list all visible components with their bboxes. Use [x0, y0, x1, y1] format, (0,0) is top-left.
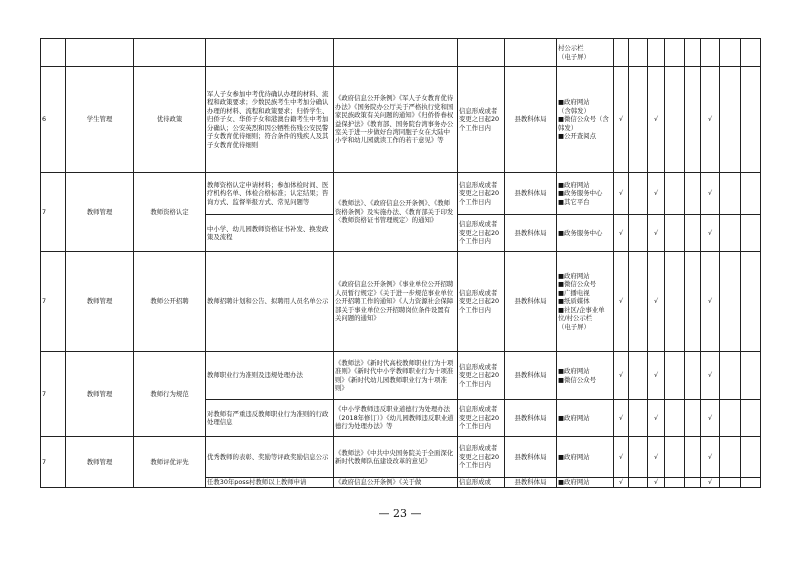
- table-row: [41, 67, 761, 173]
- channel-cell: [557, 215, 614, 252]
- content-cell: 中小学、幼儿园教师资格证书补发、换发政策及流程: [206, 215, 334, 252]
- check-cell: [629, 437, 648, 478]
- channel-cell: [557, 39, 614, 67]
- check-cell: [629, 252, 648, 352]
- channel-item: 村公示栏: [558, 44, 584, 53]
- channel-cell: [557, 437, 614, 478]
- basis-cell: 《政府信息公开条例》《事业单位公开招聘人员暂行规定》《关于进一步规范事业单位公开招聘工作的通知》《人力资源社会保障部关于事业单位公开招聘岗位条件设置有关问题的通知》: [334, 252, 458, 352]
- check-cell: [629, 352, 648, 400]
- row-number: 7: [41, 252, 66, 352]
- time-cell: 信息形成或者变更之日起20个工作日内: [458, 400, 505, 437]
- page-number: — 23 —: [378, 507, 422, 520]
- check-cell: [741, 39, 761, 67]
- channel-cell: [557, 173, 614, 215]
- check-cell: [741, 437, 761, 478]
- check-cell: [665, 39, 685, 67]
- check-cell: [629, 215, 648, 252]
- subject-cell: 县教科体局: [505, 352, 557, 400]
- table-row: [41, 252, 761, 352]
- check-cell: [685, 252, 701, 352]
- channel-item: ■微信公众号: [558, 375, 596, 384]
- check-cell: √: [648, 215, 665, 252]
- basis-cell: 《教师法》《中共中央国务院关于全面深化新时代教师队伍建设改革的意见》: [334, 437, 458, 478]
- row-number: 7: [41, 173, 66, 252]
- row-number: [41, 39, 66, 67]
- time-cell: 信息形成或者变更之日起20个工作日内: [458, 252, 505, 352]
- check-cell: [720, 252, 741, 352]
- channel-item: ■政府网站: [558, 478, 590, 487]
- content-cell: 优秀教师的表彰、奖励等评政奖励信息公示: [206, 437, 334, 478]
- channel-cell: [557, 67, 614, 173]
- basis-cell: [334, 39, 458, 67]
- subject-cell: [505, 39, 557, 67]
- channel-item: ■公开查阅点: [558, 132, 596, 141]
- category-cell: [66, 39, 134, 67]
- basis-cell: 《政府信息公开条例》《军人子女教育优待办法》《国务院办公厅关于严格执行党和国家民族政策有关问题的通知》《归侨侨眷权益保护法》《教育部、国务院台湾事务办公室关于进一步做好台湾同胞子女在大陆中小学和幼儿园就读工作的若干意见》等: [334, 67, 458, 173]
- item-cell: 教师公开招聘: [134, 252, 206, 352]
- check-cell: [741, 478, 761, 488]
- check-cell: [665, 215, 685, 252]
- subject-cell: 县教科体局: [505, 215, 557, 252]
- row-number: 7: [41, 437, 66, 488]
- time-cell: 信息形成或者变更之日起20个工作日内: [458, 437, 505, 478]
- check-cell: √: [701, 400, 720, 437]
- check-cell: [665, 252, 685, 352]
- table-row: [41, 437, 761, 478]
- time-cell: 信息形成或者变更之日起20个工作日内: [458, 67, 505, 173]
- check-cell: √: [614, 67, 629, 173]
- channel-cell: [557, 352, 614, 400]
- channel-item: ■微信公众号（含韩发）: [558, 115, 609, 132]
- subject-cell: 县教科体局: [505, 437, 557, 478]
- check-cell: [741, 252, 761, 352]
- check-cell: [648, 39, 665, 67]
- check-cell: [629, 39, 648, 67]
- check-cell: √: [614, 173, 629, 215]
- check-cell: [665, 400, 685, 437]
- check-cell: √: [701, 352, 720, 400]
- check-cell: √: [614, 352, 629, 400]
- basis-cell: 《中小学教师违反职业道德行为处理办法（2018年修订）》《幼儿园教师违反职业道德行为处理办法》等: [334, 400, 458, 437]
- channel-item: ■政府网站: [558, 98, 590, 107]
- item-cell: 优待政策: [134, 67, 206, 173]
- check-cell: [629, 400, 648, 437]
- channel-item: ■政府网站: [558, 180, 590, 189]
- category-cell: 教师管理: [66, 252, 134, 352]
- check-cell: [685, 352, 701, 400]
- channel-item: ■政府网站: [558, 367, 590, 376]
- item-cell: 教师行为规范: [134, 352, 206, 437]
- category-cell: 教师管理: [66, 173, 134, 252]
- check-cell: [685, 215, 701, 252]
- basis-cell: 《教师法》《新时代高校教师职业行为十项准则》《新时代中小学教师职业行为十项准则》《新时代幼儿园教师职业行为十项准则》: [334, 352, 458, 400]
- check-cell: √: [701, 173, 720, 215]
- check-cell: [685, 437, 701, 478]
- content-cell: 任教30年poss村教师以上教师申请: [206, 478, 334, 488]
- check-cell: [720, 478, 741, 488]
- channel-cell: [557, 400, 614, 437]
- check-cell: [741, 173, 761, 215]
- check-cell: [685, 173, 701, 215]
- subject-cell: 县教科体局: [505, 400, 557, 437]
- category-cell: 教师管理: [66, 437, 134, 488]
- check-cell: [720, 400, 741, 437]
- content-cell: [206, 39, 334, 67]
- category-cell: 教师管理: [66, 352, 134, 437]
- check-cell: [720, 215, 741, 252]
- channel-item: ■政务服务中心: [558, 228, 603, 237]
- table-row: [41, 173, 761, 215]
- content-cell: 教师资格认定申请材料；参加体检时间、医疗机构名单、体检合格标准；认定结果；咨询方式、监督举报方式、常见问题等: [206, 173, 334, 215]
- check-cell: [665, 352, 685, 400]
- item-cell: [134, 39, 206, 67]
- check-cell: √: [701, 252, 720, 352]
- table-row: [41, 39, 761, 67]
- check-cell: √: [648, 437, 665, 478]
- channel-item: ■政府网站: [558, 452, 590, 461]
- check-cell: [629, 67, 648, 173]
- check-cell: √: [648, 252, 665, 352]
- channel-item: （电子屏）: [558, 322, 590, 331]
- check-cell: √: [614, 437, 629, 478]
- check-cell: [720, 173, 741, 215]
- content-cell: 教师招聘计划和公告、拟聘用人员名单公示: [206, 252, 334, 352]
- check-cell: √: [614, 252, 629, 352]
- check-cell: [685, 67, 701, 173]
- check-cell: [720, 352, 741, 400]
- check-cell: √: [614, 215, 629, 252]
- row-number: 7: [41, 352, 66, 437]
- subject-cell: 县教科体局: [505, 478, 557, 488]
- channel-item: ■微信公众号: [558, 280, 596, 289]
- time-cell: 信息形成或者变更之日起20个工作日内: [458, 173, 505, 215]
- check-cell: [665, 437, 685, 478]
- table-row: [41, 352, 761, 400]
- channel-item: ■社区/企事业单位/村公示栏: [558, 305, 605, 323]
- check-cell: [614, 39, 629, 67]
- check-cell: [720, 67, 741, 173]
- content-cell: 军人子女参加中考优待确认办理的材料、流程和政策要求；少数民族考生中考加分确认办理的材料、流程和政策要求；归侨学生、归侨子女、华侨子女和港澳台籍考生中考加分确认；公安英烈和因公牺牲伤残公安民警子女教育优待细则；符合条件的残疾人及其子女教育优待细则: [206, 67, 334, 173]
- item-cell: 教师评优评先: [134, 437, 206, 488]
- subject-cell: 县教科体局: [505, 173, 557, 215]
- check-cell: [720, 39, 741, 67]
- time-cell: 信息形成或者变更之日起20个工作日内: [458, 352, 505, 400]
- check-cell: [629, 478, 648, 488]
- check-cell: [685, 39, 701, 67]
- check-cell: [665, 67, 685, 173]
- check-cell: √: [648, 478, 665, 488]
- time-cell: 信息形成或者变更之日起20个工作日内: [458, 215, 505, 252]
- content-cell: 教师职业行为准则及违规处理办法: [206, 352, 334, 400]
- channel-cell: [557, 252, 614, 352]
- content-cell: 对教师有严重违反教师职业行为准则的行政处理信息: [206, 400, 334, 437]
- item-cell: 教师资格认定: [134, 173, 206, 252]
- channel-item: ■政务服务中心: [558, 189, 603, 198]
- check-cell: [665, 173, 685, 215]
- channel-item: （含韩发）: [558, 106, 590, 115]
- check-cell: [629, 173, 648, 215]
- channel-cell: [557, 478, 614, 488]
- subject-cell: 县教科体局: [505, 67, 557, 173]
- channel-item: ■政府网站: [558, 413, 590, 422]
- check-cell: [701, 39, 720, 67]
- check-cell: [741, 400, 761, 437]
- check-cell: [665, 478, 685, 488]
- check-cell: √: [648, 67, 665, 173]
- basis-cell: 《教师法》、《政府信息公开条例》、《教师资格条例》及实施办法、《教育部关于印发〈教师资格证书管理规定〉的通知》: [334, 173, 458, 252]
- check-cell: √: [648, 400, 665, 437]
- channel-item: ■其它平台: [558, 197, 590, 206]
- check-cell: √: [614, 478, 629, 488]
- check-cell: √: [648, 173, 665, 215]
- check-cell: [685, 400, 701, 437]
- subject-cell: 县教科体局: [505, 252, 557, 352]
- basis-cell: 《政府信息公开条例》《关于做: [334, 478, 458, 488]
- check-cell: √: [701, 67, 720, 173]
- check-cell: [685, 478, 701, 488]
- channel-item: ■广播电视: [558, 288, 590, 297]
- channel-item: ■政府网站: [558, 272, 590, 281]
- check-cell: [741, 67, 761, 173]
- check-cell: √: [614, 400, 629, 437]
- disclosure-table: [40, 38, 761, 488]
- channel-item: （电子屏）: [558, 52, 590, 61]
- channel-item: ■纸质媒体: [558, 297, 590, 306]
- check-cell: √: [701, 437, 720, 478]
- time-cell: [458, 39, 505, 67]
- check-cell: √: [701, 478, 720, 488]
- time-cell: 信息形成或: [458, 478, 505, 488]
- check-cell: √: [648, 352, 665, 400]
- category-cell: 学生管理: [66, 67, 134, 173]
- check-cell: √: [701, 215, 720, 252]
- row-number: 6: [41, 67, 66, 173]
- check-cell: [741, 352, 761, 400]
- check-cell: [720, 437, 741, 478]
- check-cell: [741, 215, 761, 252]
